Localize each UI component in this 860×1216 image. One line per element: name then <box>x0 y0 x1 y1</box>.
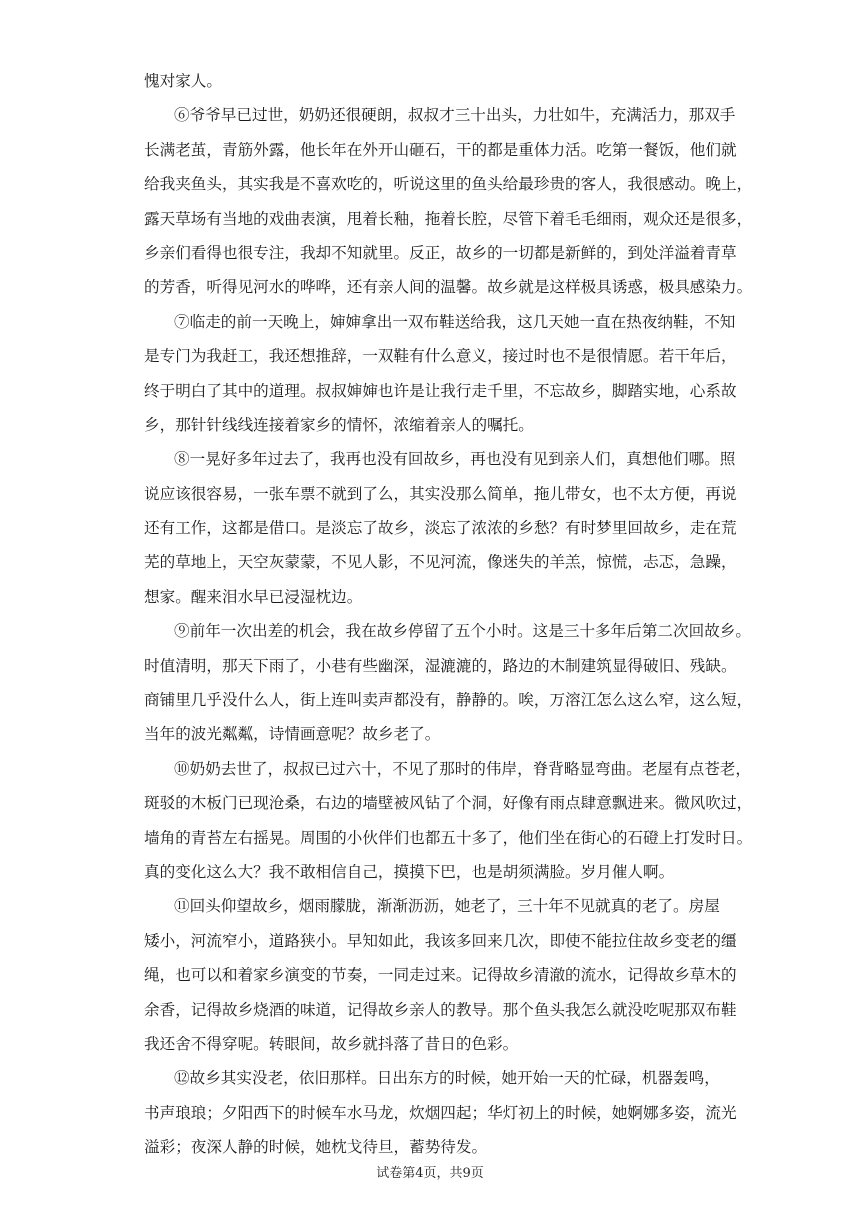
paragraph-line: ⑫故乡其实没老，依旧那样。日出东方的时候，她开始一天的忙碌，机器轰鸣， <box>174 1069 720 1088</box>
paragraph-line: 真的变化这么大？我不敢相信自己，摸摸下巴，也是胡须满脸。岁月催人啊。 <box>144 862 675 881</box>
paragraph-line: 乡亲们看得也很专注，我却不知就里。反正，故乡的一切都是新鲜的，到处洋溢着青草 <box>144 243 737 262</box>
paragraph <box>144 614 753 752</box>
paragraph-line: 余香，记得故乡烧酒的味道，记得故乡亲人的教导。那个鱼头我怎么就没吃呢那双布鞋 <box>144 1000 737 1019</box>
paragraph-line: ⑦临走的前一天晚上，婶婶拿出一双布鞋送给我，这几天她一直在热夜纳鞋，不知 <box>174 312 736 331</box>
paragraph-line: ⑪回头仰望故乡，烟雨朦胧，渐渐沥沥，她老了，三十年不见就真的老了。房屋 <box>174 897 720 916</box>
paragraph-line: 书声琅琅；夕阳西下的时候车水马龙，炊烟四起；华灯初上的时候，她婀娜多姿，流光 <box>144 1103 737 1122</box>
paragraph-line: 绳，也可以和着家乡演变的节奏，一同走过来。记得故乡清澈的流水，记得故乡草木的 <box>144 966 737 985</box>
paragraph-line: 当年的波光粼粼，诗情画意呢？故乡老了。 <box>144 725 441 744</box>
paragraph-line: 还有工作，这都是借口。是淡忘了故乡，淡忘了浓浓的乡愁？有时梦里回故乡，走在荒 <box>144 519 737 538</box>
paragraph-line: ⑥爷爷早已过世，奶奶还很硬朗，叔叔才三十出头，力壮如牛，充满活力，那双手 <box>174 106 736 125</box>
article-body <box>144 64 753 1165</box>
paragraph <box>144 752 753 890</box>
paragraph-line: 露天草场有当地的戏曲表演，甩着长釉，拖着长腔，尽管下着毛毛细雨，观众还是很多， <box>144 209 753 228</box>
paragraph-line: 商铺里几乎没什么人，街上连叫卖声都没有，静静的。唉，万溶江怎么这么窄，这么短， <box>144 691 753 710</box>
page-footer: 试卷第4页，共9页 <box>376 1166 484 1181</box>
paragraph-line: 我还舍不得穿呢。转眼间，故乡就抖落了昔日的色彩。 <box>144 1034 519 1053</box>
paragraph-line: 愧对家人。 <box>144 72 222 90</box>
paragraph-line: 想家。醒来泪水早已浸湿枕边。 <box>144 587 363 606</box>
paragraph-line: 的芳香，听得见河水的哗哗，还有亲人间的温馨。故乡就是这样极具诱惑，极具感染力。 <box>144 278 753 297</box>
paragraph-line: 是专门为我赶工，我还想推辞，一双鞋有什么意义，接过时也不是很情愿。若干年后， <box>144 347 737 366</box>
paragraph <box>144 1061 737 1164</box>
paragraph <box>144 442 737 614</box>
paragraph-line: ⑨前年一次出差的机会，我在故乡停留了五个小时。这是三十多年后第二次回故乡。 <box>174 622 751 641</box>
paragraph-line: ⑧一晃好多年过去了，我再也没有回故乡，再也没有见到亲人们，真想他们哪。照 <box>174 450 736 469</box>
paragraph <box>144 98 753 304</box>
paragraph-line: ⑩奶奶去世了，叔叔已过六十，不见了那时的伟岸，脊背略显弯曲。老屋有点苍老， <box>174 759 751 778</box>
paragraph-line: 时值清明，那天下雨了，小巷有些幽深，湿漉漉的，路边的木制建筑显得破旧、残缺。 <box>144 656 737 675</box>
paragraph-line: 墙角的青苔左右摇晃。周围的小伙伴们也都五十多了，他们坐在街心的石磴上打发时日。 <box>144 828 753 847</box>
paragraph-line: 给我夹鱼头，其实我是不喜欢吃的，听说这里的鱼头给最珍贵的客人，我很感动。晚上， <box>144 175 753 194</box>
paragraph-line: 斑驳的木板门已现沧桑，右边的墙壁被风钻了个洞，好像有雨点肆意飘进来。微风吹过， <box>144 794 753 813</box>
paragraph <box>144 305 737 443</box>
paragraph <box>144 64 716 98</box>
paragraph-line: 终于明白了其中的道理。叔叔婶婶也许是让我行走千里，不忘故乡，脚踏实地，心系故 <box>144 381 737 400</box>
paragraph-line: 说应该很容易，一张车票不就到了么，其实没那么简单，拖儿带女，也不太方便，再说 <box>144 484 737 503</box>
paragraph-line: 溢彩；夜深人静的时候，她枕戈待旦，蓄势待发。 <box>144 1138 488 1157</box>
paragraph <box>144 889 737 1061</box>
paragraph-line: 芜的草地上，天空灰蒙蒙，不见人影，不见河流，像迷失的羊羔，惊慌，忐忑，急躁， <box>144 553 737 572</box>
paragraph-line: 长满老茧，青筋外露，他长年在外开山砸石，干的都是重体力活。吃第一餐饭，他们就 <box>144 140 737 159</box>
paragraph-line: 乡，那针针线线连接着家乡的情怀，浓缩着亲人的嘱托。 <box>144 415 534 434</box>
paragraph-line: 矮小，河流窄小，道路狭小。早知如此，我该多回来几次，即使不能拉住故乡变老的缰 <box>144 931 737 950</box>
